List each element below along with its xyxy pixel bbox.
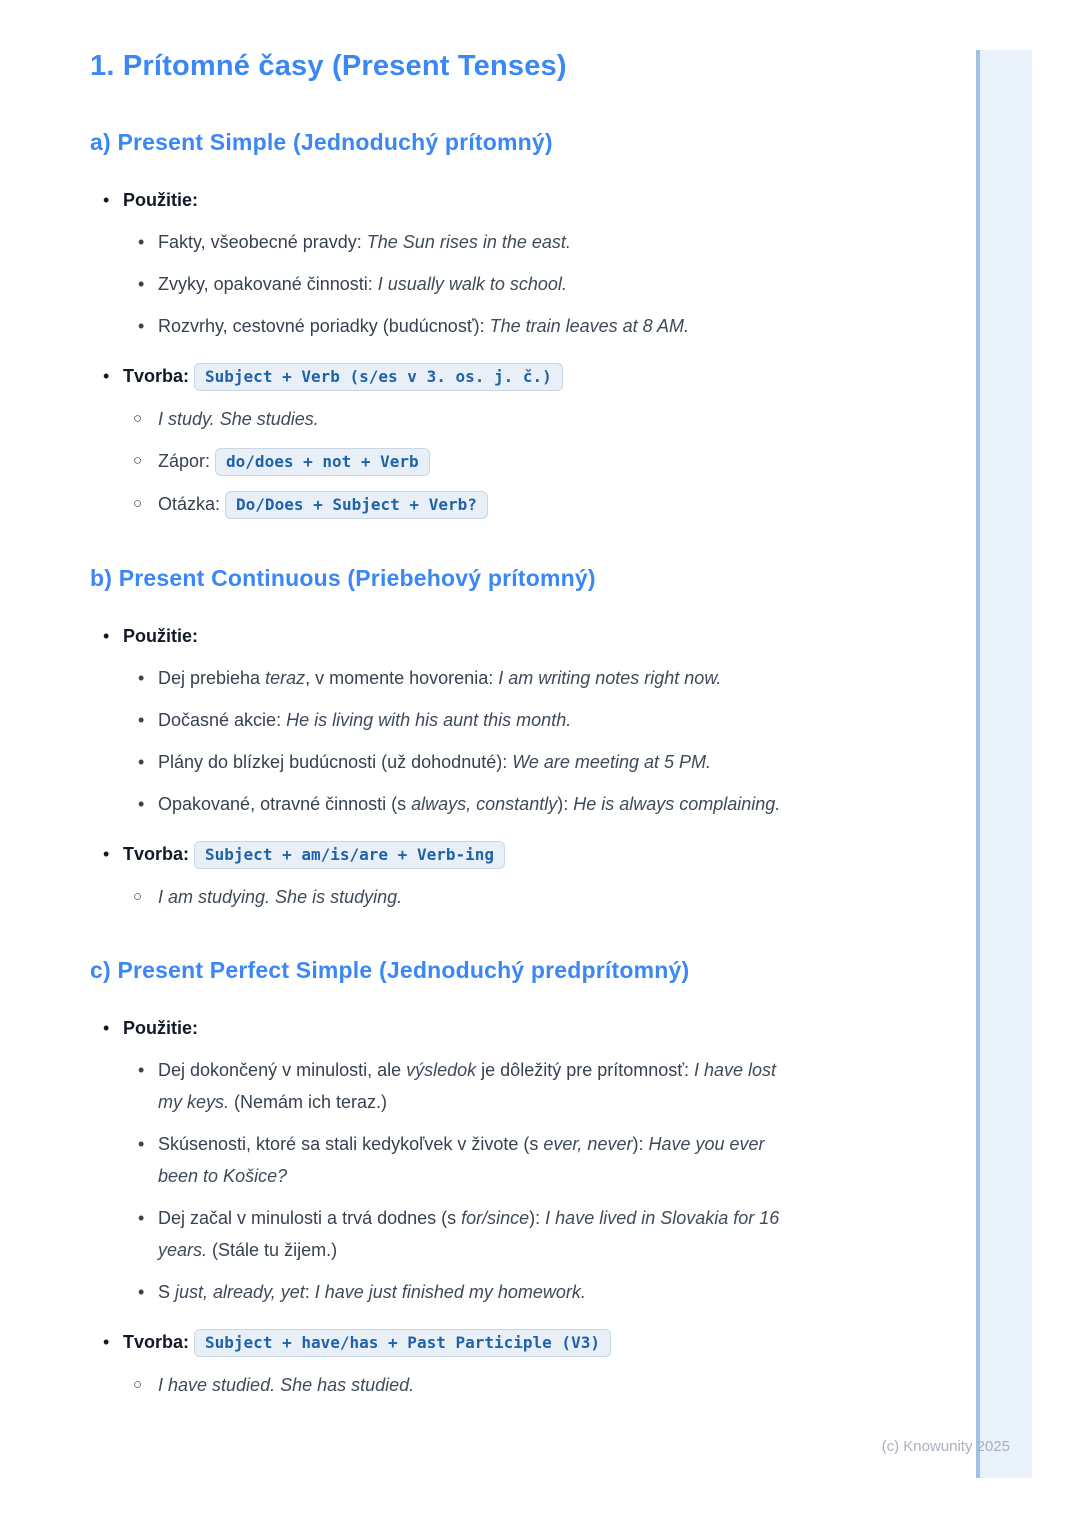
- text-segment: (Nemám ich teraz.): [229, 1092, 388, 1112]
- text-segment: Tvorba:: [123, 366, 195, 386]
- text-segment: Zápor:: [158, 451, 216, 471]
- list-item-level2: [90, 1276, 804, 1308]
- list-item-formula: [90, 838, 804, 871]
- list-item-level2: [90, 268, 804, 300]
- text-segment: Tvorba:: [123, 844, 195, 864]
- text-segment: Have you ever been to Košice?: [158, 1134, 765, 1186]
- text-segment: I am studying. She is studying.: [158, 887, 403, 907]
- text-segment: Opakované, otravné činnosti (s: [158, 794, 412, 814]
- list-item-level2: [90, 310, 804, 342]
- text-segment: Skúsenosti, ktoré sa stali kedykoľvek v živote (s: [158, 1134, 544, 1154]
- text-segment: He is always complaining.: [573, 794, 781, 814]
- formula-badge: Subject + Verb (s/es v 3. os. j. č.): [194, 363, 563, 391]
- text-segment: I have studied. She has studied.: [158, 1375, 415, 1395]
- list-item-sublevel: [90, 488, 804, 521]
- list-item-formula: [90, 1326, 804, 1359]
- text-segment: ):: [632, 1134, 649, 1154]
- document-content: [90, 50, 804, 1411]
- formula-badge: do/does + not + Verb: [215, 448, 430, 476]
- text-segment: výsledok: [406, 1060, 477, 1080]
- copyright-watermark: (c) Knowunity 2025: [881, 1438, 1010, 1455]
- list-item-sublevel: [90, 1369, 804, 1401]
- list-item-formula: [90, 360, 804, 393]
- text-segment: S: [158, 1282, 176, 1302]
- list-item-level2: [90, 788, 804, 820]
- list-item-level2: [90, 1202, 804, 1266]
- text-segment: ):: [529, 1208, 546, 1228]
- list-item-level1: [90, 1012, 804, 1044]
- text-segment: Použitie:: [123, 1018, 198, 1038]
- text-segment: Rozvrhy, cestovné poriadky (budúcnosť):: [158, 316, 490, 336]
- text-segment: Dej prebieha: [158, 668, 266, 688]
- text-segment: Fakty, všeobecné pravdy:: [158, 232, 367, 252]
- text-segment: I have lived in Slovakia for 16 years.: [158, 1208, 780, 1260]
- text-segment: We are meeting at 5 PM.: [512, 752, 711, 772]
- text-segment: I am writing notes right now.: [498, 668, 722, 688]
- formula-badge: Subject + am/is/are + Verb-ing: [194, 841, 505, 869]
- section-heading: b) Present Continuous (Priebehový prítomný): [90, 565, 596, 591]
- text-segment: He is living with his aunt this month.: [286, 710, 572, 730]
- section-heading: a) Present Simple (Jednoduchý prítomný): [90, 129, 553, 155]
- text-segment: (Stále tu žijem.): [207, 1240, 338, 1260]
- text-segment: ):: [557, 794, 574, 814]
- text-segment: :: [304, 1282, 315, 1302]
- list-item-sublevel: [90, 445, 804, 478]
- formula-badge: Do/Does + Subject + Verb?: [225, 491, 488, 519]
- text-segment: , v momente hovorenia:: [305, 668, 499, 688]
- text-segment: The Sun rises in the east.: [366, 232, 571, 252]
- list-item-sublevel: [90, 881, 804, 913]
- page-edge-decoration-bar: [976, 50, 1032, 1478]
- list-item-level2: [90, 226, 804, 258]
- text-segment: Dej začal v minulosti a trvá dodnes (s: [158, 1208, 462, 1228]
- text-segment: Tvorba:: [123, 1332, 195, 1352]
- text-segment: Dej dokončený v minulosti, ale: [158, 1060, 407, 1080]
- formula-badge: Subject + have/has + Past Participle (V3): [194, 1329, 611, 1357]
- text-segment: je dôležitý pre prítomnosť:: [476, 1060, 695, 1080]
- text-segment: Dočasné akcie:: [158, 710, 287, 730]
- list-item-level2: [90, 704, 804, 736]
- text-segment: I have lost my keys.: [158, 1060, 777, 1112]
- document-title: 1. Prítomné časy (Present Tenses): [90, 50, 567, 82]
- list-item-level1: [90, 184, 804, 216]
- list-item-level1: [90, 620, 804, 652]
- text-segment: ever, never: [543, 1134, 633, 1154]
- text-segment: I have just finished my homework.: [314, 1282, 586, 1302]
- list-item-level2: [90, 1128, 804, 1192]
- text-segment: Zvyky, opakované činnosti:: [158, 274, 378, 294]
- list-item-sublevel: [90, 403, 804, 435]
- text-segment: just, already, yet: [175, 1282, 305, 1302]
- text-segment: for/since: [461, 1208, 530, 1228]
- section-heading: c) Present Perfect Simple (Jednoduchý predprítomný): [90, 957, 690, 983]
- text-segment: Použitie:: [123, 190, 198, 210]
- text-segment: Otázka:: [158, 494, 226, 514]
- text-segment: always, constantly: [411, 794, 558, 814]
- text-segment: The train leaves at 8 AM.: [489, 316, 690, 336]
- text-segment: I usually walk to school.: [377, 274, 567, 294]
- text-segment: Použitie:: [123, 626, 198, 646]
- list-item-level2: [90, 746, 804, 778]
- list-item-level2: [90, 1054, 804, 1118]
- text-segment: teraz: [265, 668, 306, 688]
- text-segment: Plány do blízkej budúcnosti (už dohodnuté):: [158, 752, 513, 772]
- list-item-level2: [90, 662, 804, 694]
- text-segment: I study. She studies.: [158, 409, 319, 429]
